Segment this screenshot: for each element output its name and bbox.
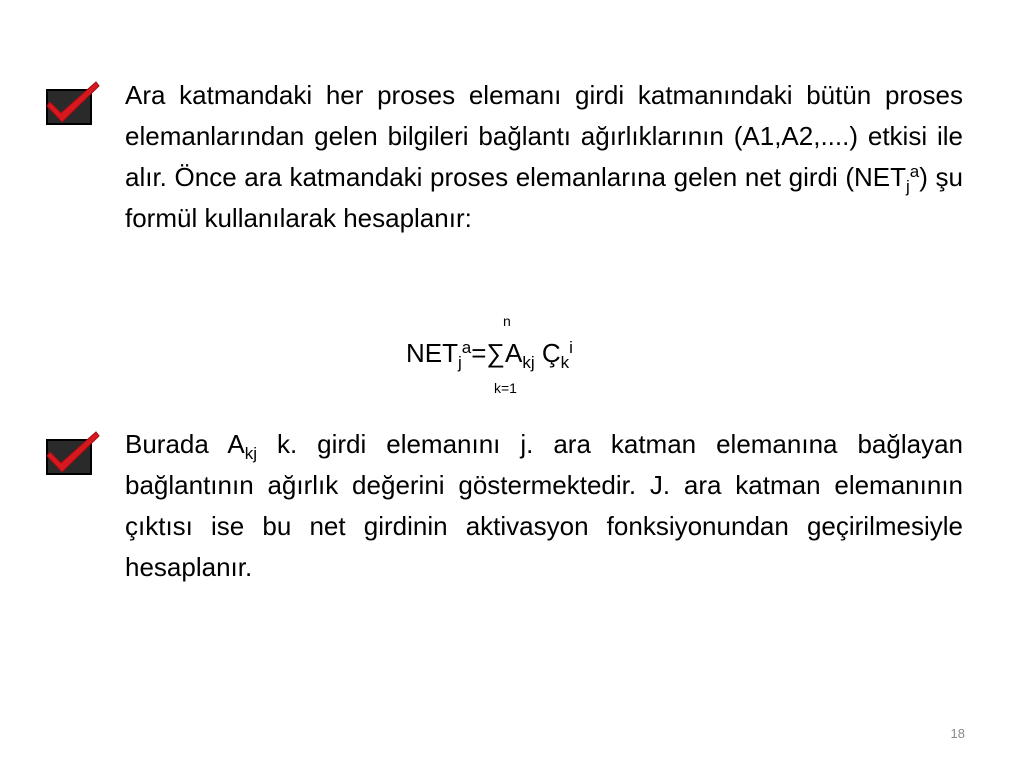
formula-expression: $NET_j^a=\sum A_{kj}$ $Ç_k^i$ [406, 338, 573, 372]
formula [406, 313, 626, 403]
bullet-text-1: Ara katmandaki her proses elemanı girdi katmanındaki bütün proses elemanlarından gelen bilgileri bağlantı ağırlıklarının (A1,A2,....) etkisi ile alır. Önce ara katmandaki proses elemanlarına gelen net girdi $(NET_j^a)$ şu formül kullanılarak hesaplanır: [125, 80, 963, 233]
page-number: 18 [950, 726, 965, 741]
checkbox-checked-icon [44, 430, 100, 476]
checkbox-checked-icon [44, 80, 100, 126]
bullet-text-2: Burada $A_{kj}$ k. girdi elemanını j. ara katman elemanına bağlayan bağlantının ağırlık değerini göstermektedir. J. ara katman elemanının çıktısı ise bu net girdinin aktivasyon fonksiyonundan geçirilmesiyle hesaplanır. [125, 429, 963, 582]
sum-upper-limit: n [503, 313, 511, 329]
sum-lower-limit: k=1 [494, 380, 517, 396]
